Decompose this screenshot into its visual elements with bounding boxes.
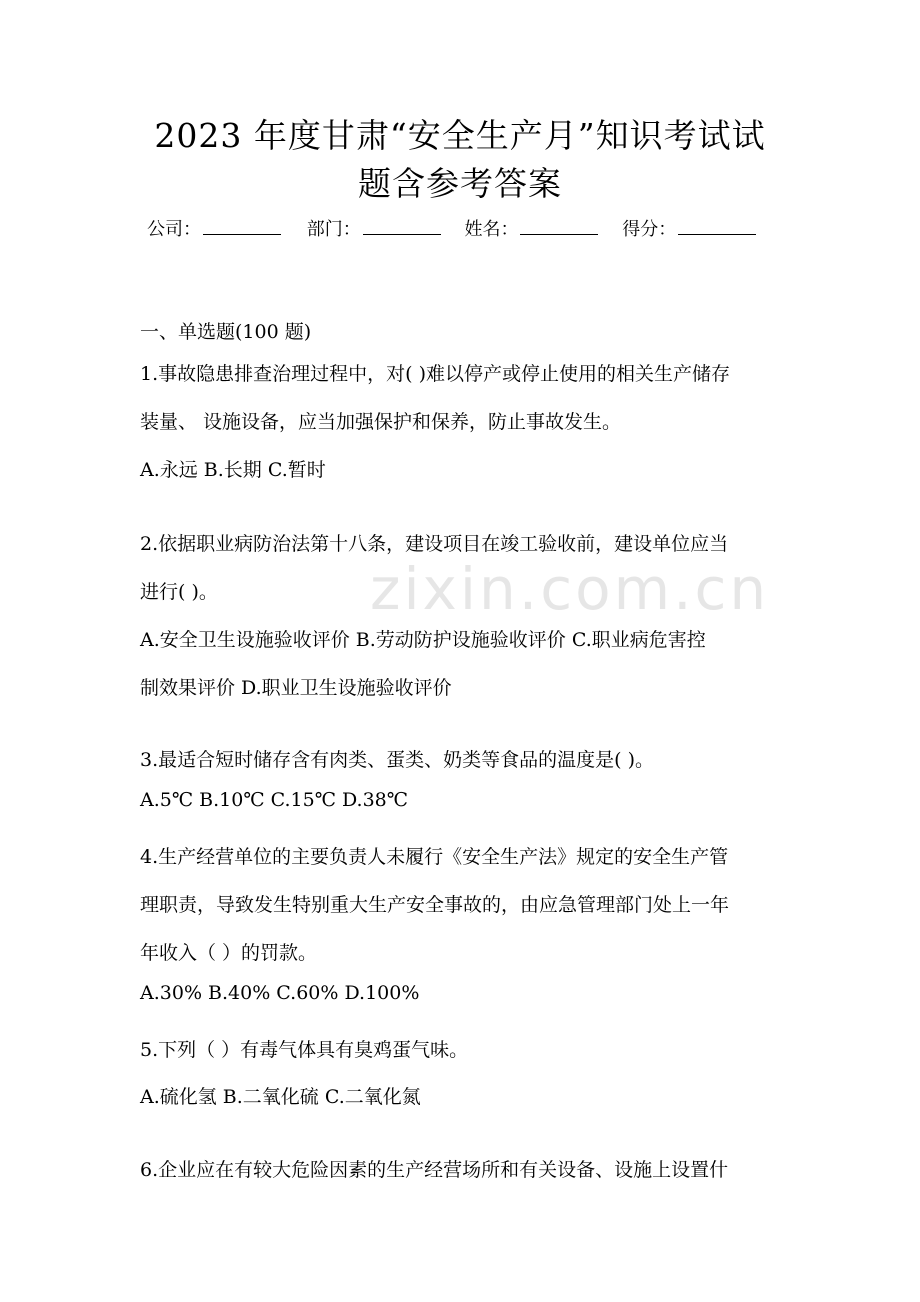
title-line-1: 2023 年度甘肃“安全生产月”知识考试试 (154, 116, 766, 155)
document-title (60, 112, 860, 208)
info-department (307, 216, 441, 244)
watermark: zixin.com.cn (370, 555, 770, 623)
question-2-options-line-1: A.安全卫生设施验收评价 B.劳动防护设施验收评价 C.职业病危害控 (140, 629, 706, 651)
question-6-line-1: 6.企业应在有较大危险因素的生产经营场所和有关设备、设施上设置什 (140, 1159, 729, 1181)
info-company (147, 216, 281, 244)
title-line-2: 题含参考答案 (358, 164, 562, 203)
info-company-label: 公司： (147, 219, 201, 240)
question-2-line-2: 进行( )。 (140, 581, 218, 603)
question-1-line-1: 1.事故隐患排查治理过程中，对( )难以停产或停止使用的相关生产储存 (140, 363, 730, 385)
question-2-options-line-2: 制效果评价 D.职业卫生设施验收评价 (140, 677, 452, 699)
question-4-options: A.30% B.40% C.60% D.100% (140, 982, 420, 1004)
question-4-line-2: 理职责，导致发生特别重大生产安全事故的，由应急管理部门处上一年 (140, 894, 730, 916)
question-4-line-1: 4.生产经营单位的主要负责人未履行《安全生产法》规定的安全生产管 (140, 846, 729, 868)
info-name-label: 姓名： (464, 219, 519, 240)
company-blank (203, 216, 281, 235)
info-name (464, 216, 598, 244)
question-5-options: A.硫化氢 B.二氧化硫 C.二氧化氮 (140, 1086, 421, 1108)
question-3-line-1: 3.最适合短时储存含有肉类、蛋类、奶类等食品的温度是( )。 (140, 749, 654, 771)
question-1-line-2: 装量、 设施设备，应当加强保护和保养，防止事故发生。 (140, 411, 622, 433)
info-department-label: 部门： (306, 219, 361, 240)
info-score-label: 得分： (622, 219, 677, 240)
department-blank (363, 216, 441, 235)
section-title: 一、单选题(100 题) (140, 321, 312, 343)
question-1-options: A.永远 B.长期 C.暂时 (140, 459, 326, 481)
question-5-line-1: 5.下列（ ）有毒气体具有臭鸡蛋气味。 (140, 1039, 469, 1061)
question-3-options: A.5℃ B.10℃ C.15℃ D.38℃ (140, 789, 409, 811)
question-4-line-3: 年收入（ ）的罚款。 (140, 942, 318, 964)
question-2-line-1: 2.依据职业病防治法第十八条，建设项目在竣工验收前，建设单位应当 (140, 533, 729, 555)
score-blank (678, 216, 756, 235)
info-score (622, 216, 756, 244)
info-row (147, 216, 756, 244)
name-blank (520, 216, 598, 235)
